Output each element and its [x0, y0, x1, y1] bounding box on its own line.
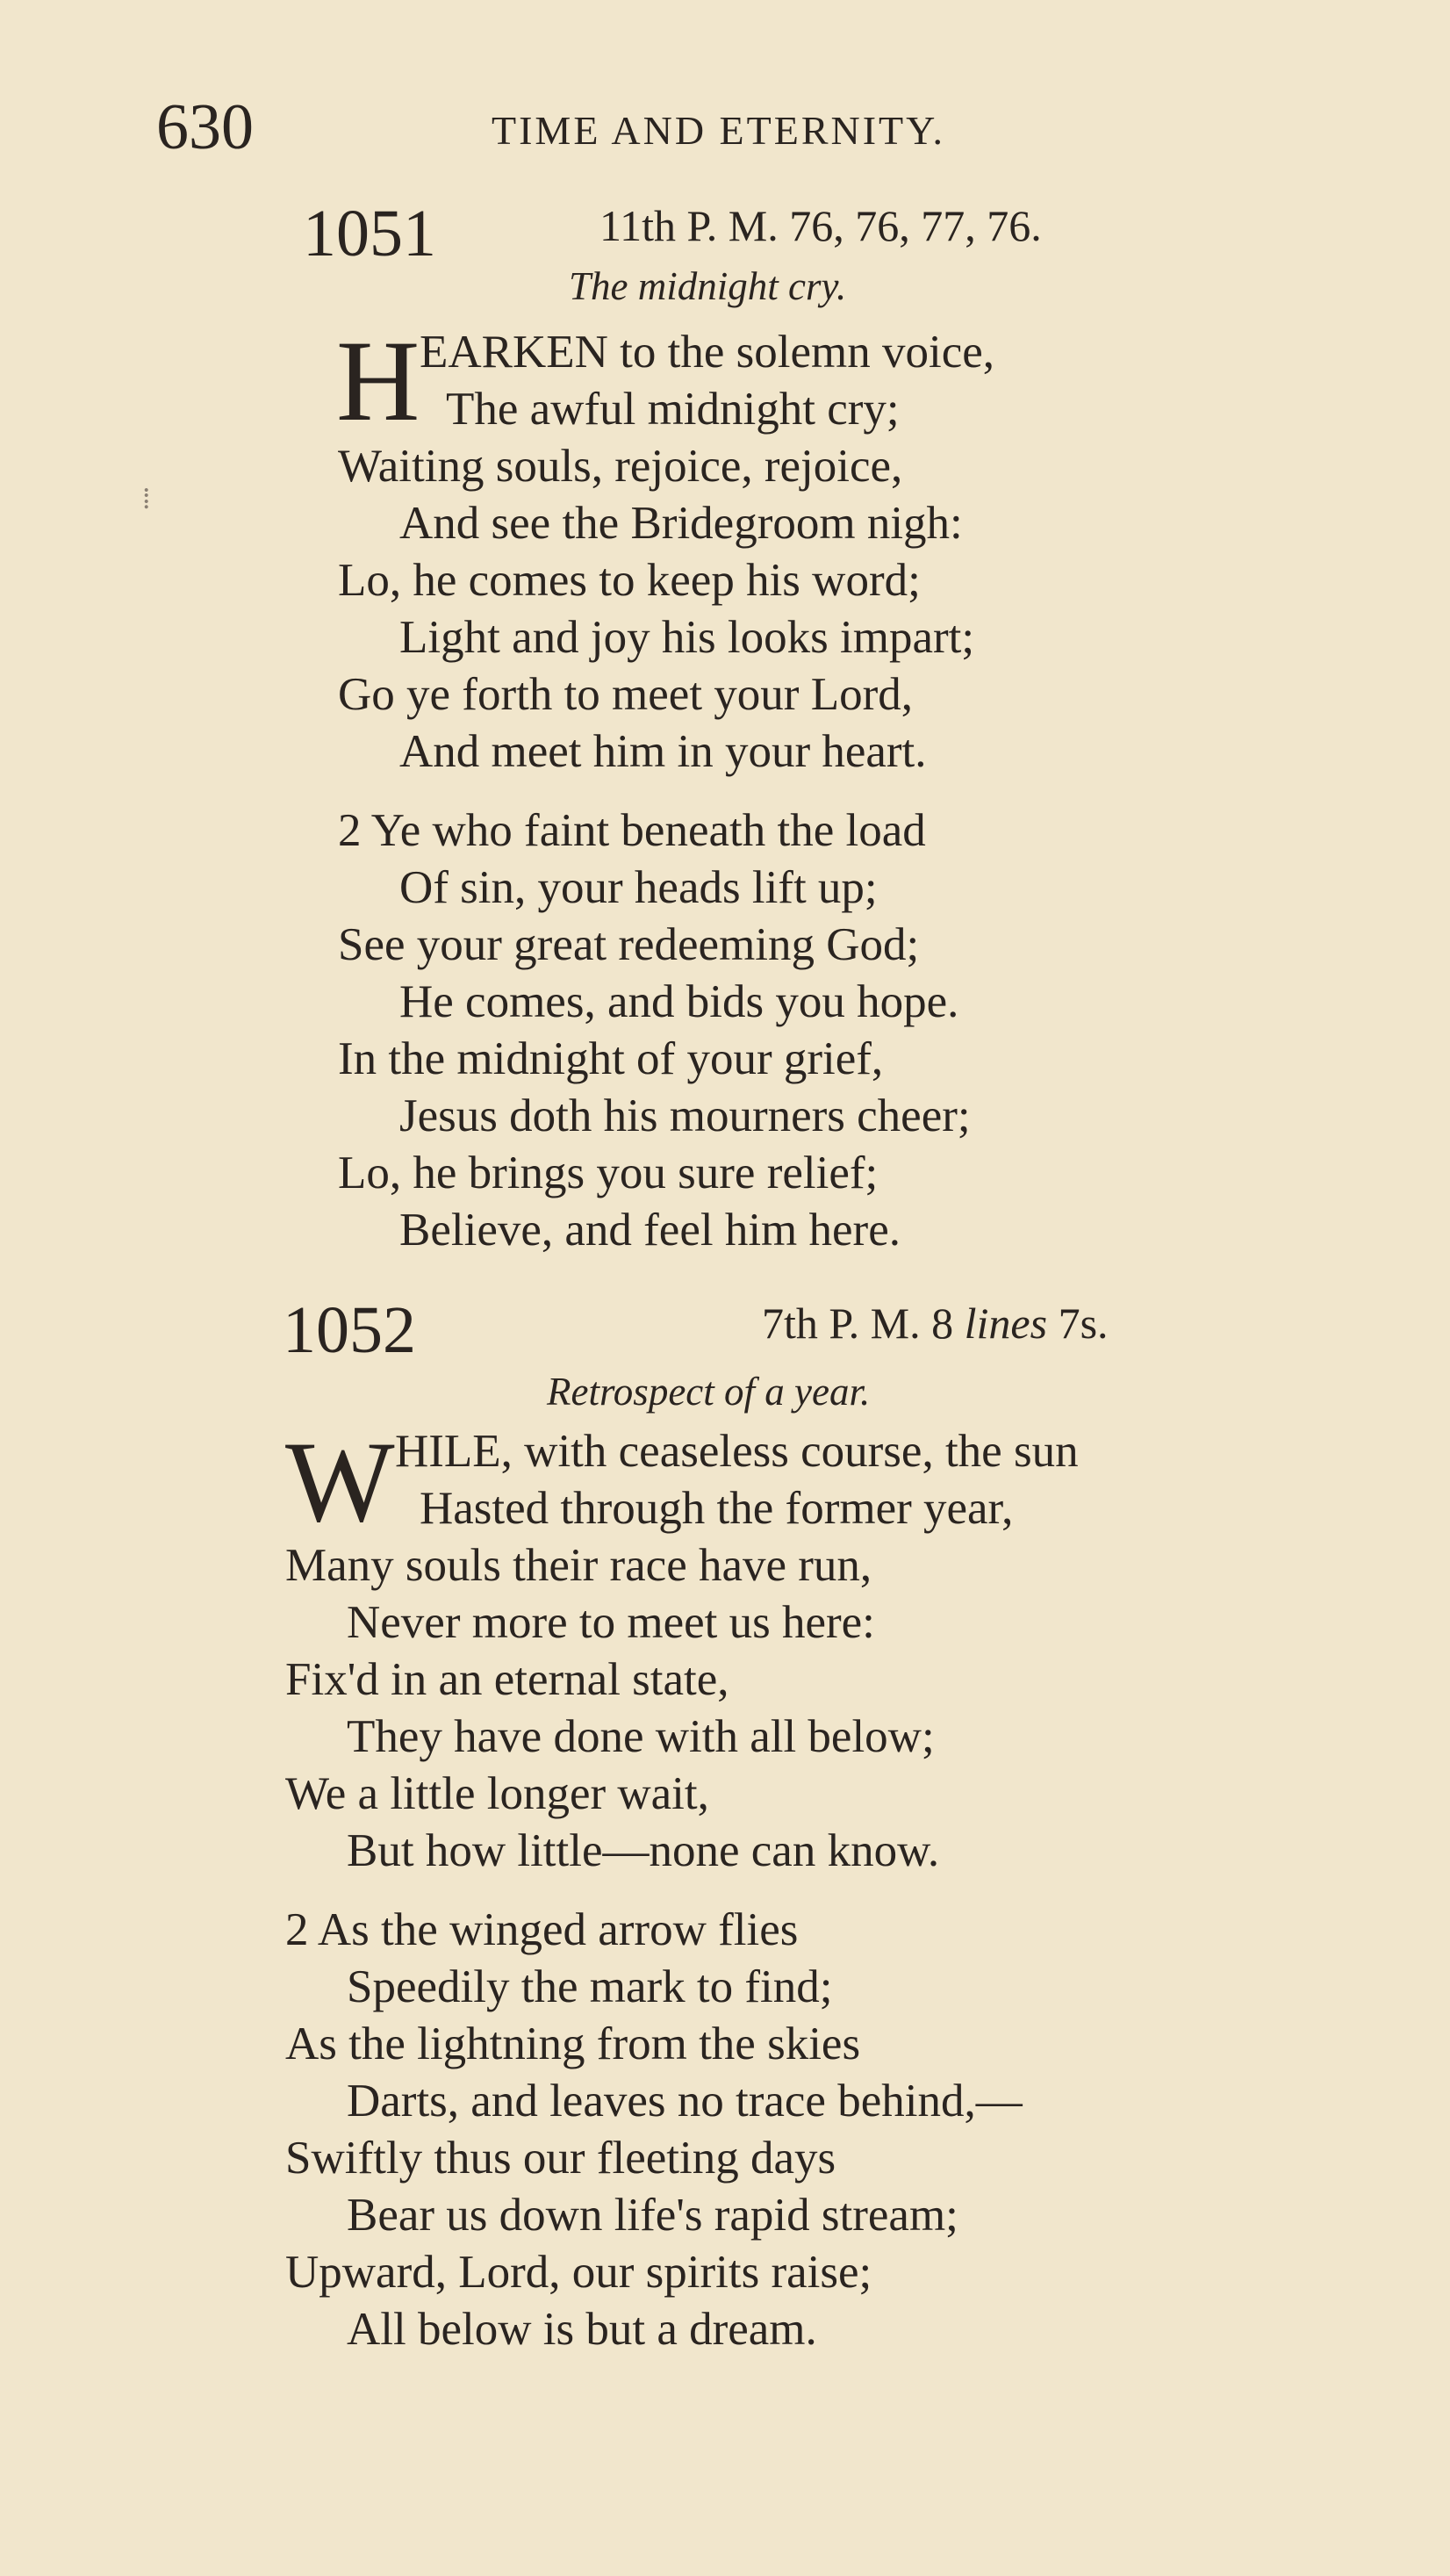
hymn-line: EARKEN to the solemn voice, [420, 327, 995, 378]
hymn-line: Believe, and feel him here. [399, 1205, 901, 1256]
hymn-line: Hasted through the former year, [420, 1483, 1014, 1534]
page-number: 630 [156, 91, 254, 163]
drop-cap: W [285, 1417, 395, 1546]
hymn-line: See your great redeeming God; [338, 919, 920, 970]
hymn-line: Light and joy his looks impart; [399, 612, 975, 663]
running-title: TIME AND ETERNITY. [492, 108, 945, 153]
margin-mark: ⁞ [142, 483, 151, 515]
drop-cap: H [336, 316, 420, 445]
hymn-line: HILE, with ceaseless course, the sun [395, 1426, 1079, 1477]
hymn-meter: 11th P. M. 76, 76, 77, 76. [599, 201, 1042, 250]
hymn-line: And meet him in your heart. [399, 726, 927, 777]
hymn-line: All below is but a dream. [347, 2304, 817, 2355]
hymn-line: As the lightning from the skies [285, 2018, 861, 2069]
hymn-line: Never more to meet us here: [347, 1597, 875, 1648]
hymn-line: Waiting souls, rejoice, rejoice, [338, 441, 903, 492]
hymn-line: The awful midnight cry; [446, 384, 900, 435]
hymn-line: But how little—none can know. [347, 1825, 940, 1876]
hymn-line: Darts, and leaves no trace behind,— [347, 2076, 1023, 2126]
hymn-line: Lo, he comes to keep his word; [338, 555, 921, 606]
hymn-meter: 7th P. M. 8 lines 7s. [762, 1299, 1109, 1348]
hymn-line: Go ye forth to meet your Lord, [338, 669, 913, 720]
hymn-number: 1051 [303, 197, 436, 270]
hymn-line: 2 As the winged arrow flies [285, 1904, 799, 1955]
hymn-title: The midnight cry. [569, 264, 847, 308]
hymn-line: 2 Ye who faint beneath the load [338, 805, 926, 856]
hymn-line: Speedily the mark to find; [347, 1961, 833, 2012]
hymn-number: 1052 [283, 1293, 416, 1367]
hymn-line: Upward, Lord, our spirits raise; [285, 2247, 872, 2298]
hymn-line: Many souls their race have run, [285, 1540, 872, 1591]
hymn-line: Swiftly thus our fleeting days [285, 2133, 836, 2184]
hymn-line: We a little longer wait, [285, 1768, 709, 1819]
hymn-line: Of sin, your heads lift up; [399, 862, 878, 913]
hymn-line: Fix'd in an eternal state, [285, 1654, 729, 1705]
hymn-title: Retrospect of a year. [547, 1370, 871, 1414]
hymn-line: And see the Bridegroom nigh: [399, 498, 963, 549]
hymn-line: He comes, and bids you hope. [399, 976, 959, 1027]
hymn-line: Lo, he brings you sure relief; [338, 1148, 879, 1198]
hymn-line: They have done with all below; [347, 1711, 935, 1762]
hymn-line: Bear us down life's rapid stream; [347, 2190, 958, 2241]
hymn-line: Jesus doth his mourners cheer; [399, 1090, 971, 1141]
hymn-line: In the midnight of your grief, [338, 1033, 884, 1084]
